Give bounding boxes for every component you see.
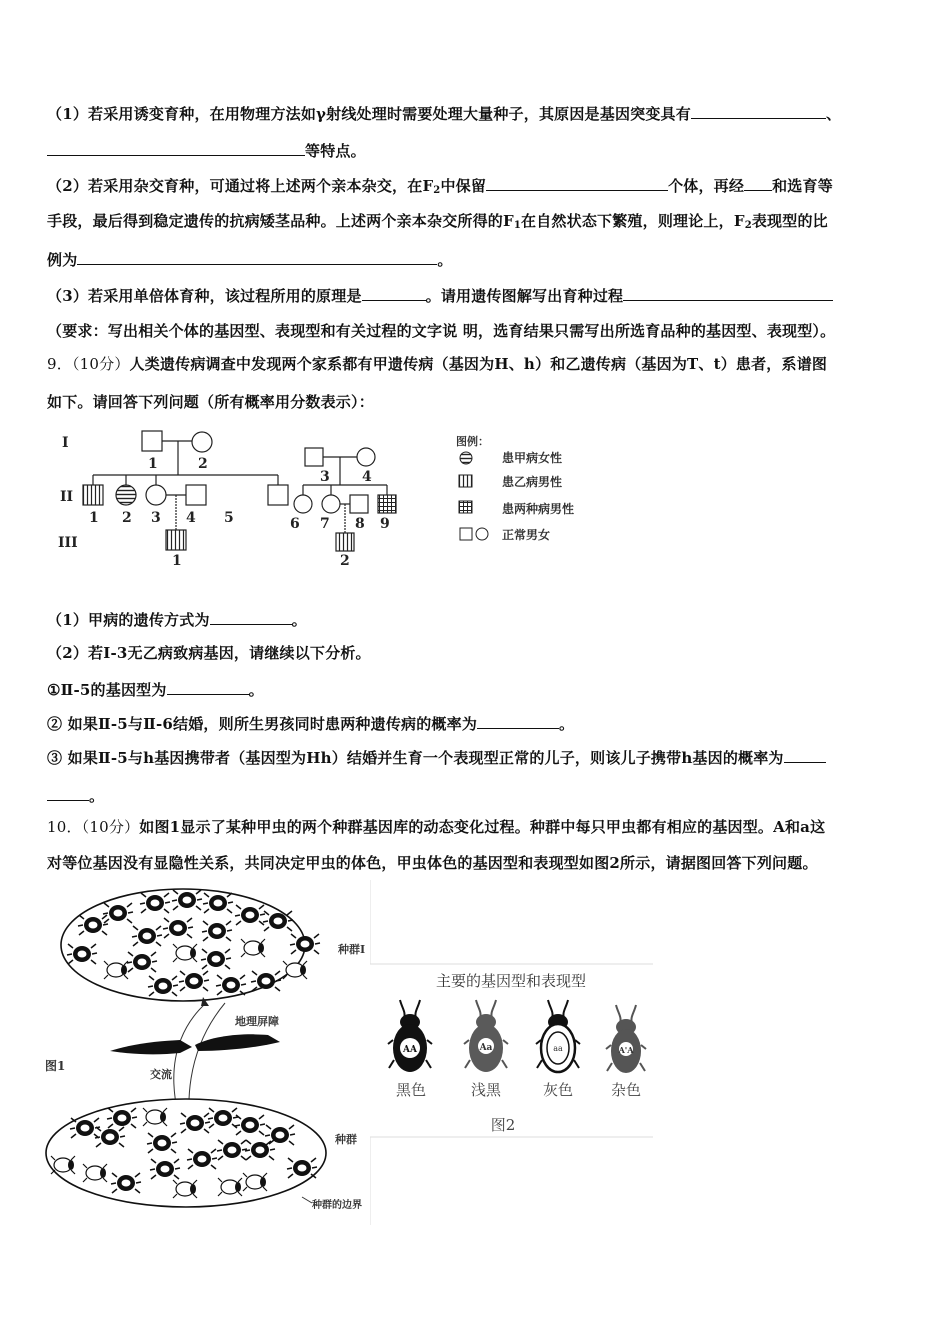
genotype-label: Aa xyxy=(479,1043,493,1053)
individual-label: 2 xyxy=(198,456,208,472)
legend-label: 正常男女 xyxy=(502,528,551,542)
q10-stem: 如图1显示了某种甲虫的两个种群基因库的动态变化过程。种群中每只甲虫都有相应的基因型。A和a这 xyxy=(139,818,826,836)
q8-part3-blank2[interactable] xyxy=(623,284,833,301)
q9-item3-text: ③ 如果Ⅱ-5与h基因携带者（基因型为Hh）结婚并生育一个表现型正常的儿子，则该儿子携带h基因的概率为 xyxy=(47,749,784,767)
q8-part2-text: 在自然状态下繁殖，则理论上，F xyxy=(521,212,745,230)
legend-striped-square-icon xyxy=(459,475,472,487)
q8-part3-blank1[interactable] xyxy=(362,284,426,301)
q9-item3-line2 xyxy=(47,784,104,806)
q9-stem: 人类遗传病调查中发现两个家系都有甲遗传病（基因为H、h）和乙遗传病（基因为T、t）患者，系谱图 xyxy=(129,355,828,373)
figure-2-genotypes xyxy=(370,880,655,1225)
figure-2-title: 主要的基因型和表现型 xyxy=(435,972,587,990)
legend-grid-square-icon xyxy=(459,501,472,513)
barrier-label: 地理屏障 xyxy=(235,1015,279,1028)
q8-part2-text: （2）若采用杂交育种，可通过将上述两个亲本杂交，在F xyxy=(47,177,434,195)
q8-part3-text: （3）若采用单倍体育种，该过程所用的原理是 xyxy=(47,287,362,305)
beetle-AA-icon xyxy=(388,1000,432,1072)
q9-item1-blank[interactable] xyxy=(167,678,249,695)
individual-label: 7 xyxy=(320,516,330,532)
individual-label: 2 xyxy=(340,553,350,569)
q8-part2-text: 和选育等 xyxy=(772,177,833,195)
q8-part3-text: 。请用遗传图解写出育种过程 xyxy=(425,287,624,305)
q9-stem: 如下。请回答下列问题（所有概率用分数表示）： xyxy=(47,393,374,411)
flow-label: 交流 xyxy=(150,1068,172,1081)
population-2-label: 种群 xyxy=(335,1133,357,1146)
generation-label: I xyxy=(62,435,69,451)
q9-sub1-blank[interactable] xyxy=(210,608,292,625)
q9-sub1-text: （1）甲病的遗传方式为 xyxy=(47,611,210,629)
phenotype-label: 黑色 xyxy=(395,1081,427,1099)
beetle-Aa-icon xyxy=(464,1000,508,1072)
individual-label: 9 xyxy=(380,516,390,532)
q8-part2-blank2[interactable] xyxy=(744,174,772,191)
genotype-label: aa xyxy=(553,1044,563,1053)
q8-part1-line1 xyxy=(47,102,841,124)
legend-label: 患乙病男性 xyxy=(502,475,563,489)
legend-square-icon xyxy=(460,528,472,540)
q9-stem-line1 xyxy=(47,354,827,374)
q8-part1-text: （1）若采用诱变育种，在用物理方法如γ射线处理时需要处理大量种子，其原因是基因突变具有 xyxy=(47,105,691,123)
figure-1-caption: 图1 xyxy=(45,1059,66,1073)
individual-label: 1 xyxy=(148,456,158,472)
individual-label: 4 xyxy=(362,469,372,485)
q9-item2 xyxy=(47,712,574,734)
figure-2-caption: 图2 xyxy=(490,1116,516,1134)
q10-stem-line2 xyxy=(47,853,818,873)
individual-label: 4 xyxy=(186,510,196,526)
subscript: 1 xyxy=(513,220,522,231)
q8-part2-blank3[interactable] xyxy=(77,248,437,265)
period: 。 xyxy=(559,715,575,733)
individual-label: 3 xyxy=(320,469,330,485)
q8-part2-text: 表现型的比 xyxy=(751,212,828,230)
q8-part2-text: 。 xyxy=(437,251,453,269)
q9-sub2 xyxy=(47,643,371,663)
pedigree-svg xyxy=(50,425,610,575)
pointer-line xyxy=(302,1197,312,1203)
q8-part2-line1 xyxy=(47,174,833,201)
subscript: 2 xyxy=(433,185,441,196)
beetle-A-prime-A-icon xyxy=(606,1005,646,1073)
geographic-barrier-left xyxy=(110,1040,192,1054)
q8-part1-blank2[interactable] xyxy=(47,139,305,156)
q8-part2-blank1[interactable] xyxy=(486,174,668,191)
figure-2-svg xyxy=(370,880,655,1225)
subscript: 2 xyxy=(744,220,752,231)
q8-part2-text: 个体，再经 xyxy=(668,177,745,195)
q8-part1-suffix: 等特点。 xyxy=(305,142,366,160)
q9-stem-line2 xyxy=(47,392,374,412)
generation-label: III xyxy=(58,535,78,551)
q9-item2-blank[interactable] xyxy=(477,712,559,729)
individual-label: 3 xyxy=(151,510,161,526)
figure-1-svg xyxy=(40,885,370,1225)
period: 。 xyxy=(291,611,307,629)
q10-stem-line1 xyxy=(47,817,825,837)
pedigree-legend xyxy=(456,434,574,542)
individual-label: 5 xyxy=(224,510,234,526)
q8-part2-line3 xyxy=(47,248,453,270)
separator: 、 xyxy=(825,105,842,123)
individual-label: 2 xyxy=(122,510,132,526)
q8-part2-text: 手段，最后得到稳定遗传的抗病矮茎品种。上述两个亲本杂交所得的F xyxy=(47,212,514,230)
q9-item3-blank1[interactable] xyxy=(784,746,826,763)
q8-part3-requirement xyxy=(47,321,835,341)
q8-part1-line2 xyxy=(47,139,366,161)
legend-title: 图例： xyxy=(456,435,489,448)
beetle-aa-icon xyxy=(536,1000,580,1072)
q9-item1 xyxy=(47,678,264,700)
period: 。 xyxy=(89,787,105,805)
legend-label: 患甲病女性 xyxy=(502,451,563,465)
phenotype-label: 浅黑 xyxy=(470,1081,502,1099)
period: 。 xyxy=(248,681,264,699)
phenotype-label: 杂色 xyxy=(610,1081,642,1099)
geographic-barrier-right xyxy=(195,1034,280,1051)
genotype-label: AA xyxy=(403,1045,417,1055)
q9-item1-text: ①Ⅱ-5的基因型为 xyxy=(47,681,167,699)
q10-stem: 对等位基因没有显隐性关系，共同决定甲虫的体色，甲虫体色的基因型和表现型如图2所示，请据图回答下列问题。 xyxy=(47,854,818,872)
generation-label: II xyxy=(60,489,74,505)
figure-1-populations xyxy=(40,885,370,1225)
legend-label: 患两种病男性 xyxy=(502,502,575,516)
individual-label: 1 xyxy=(172,553,182,569)
q8-part2-line2 xyxy=(47,211,828,236)
q8-part3-line1 xyxy=(47,284,833,306)
question-number: 10．（10分） xyxy=(47,818,140,836)
q8-part2-text: 中保留 xyxy=(440,177,487,195)
q9-sub1 xyxy=(47,608,307,630)
pedigree-chart xyxy=(50,425,610,575)
individual-label: 1 xyxy=(89,510,99,526)
q9-sub2-text: （2）若I-3无乙病致病基因，请继续以下分析。 xyxy=(47,644,371,662)
boundary-label: 种群的边界 xyxy=(312,1200,362,1211)
population-1-label: 种群Ⅰ xyxy=(338,943,366,956)
q8-part2-text: 例为 xyxy=(47,251,78,269)
question-number: 9．（10分） xyxy=(47,355,130,373)
genotype-label: A'A xyxy=(618,1045,634,1055)
phenotype-label: 灰色 xyxy=(542,1081,574,1099)
legend-striped-circle-icon xyxy=(460,452,472,464)
q9-item3-blank2[interactable] xyxy=(47,784,89,801)
individual-label: 8 xyxy=(355,516,365,532)
requirement-text: （要求：写出相关个体的基因型、表现型和有关过程的文字说 明，选育结果只需写出所选育品种的基因型、表现型）。 xyxy=(47,322,836,340)
q9-item2-text: ② 如果Ⅱ-5与Ⅱ-6结婚，则所生男孩同时患两种遗传病的概率为 xyxy=(47,715,478,733)
legend-circle-icon xyxy=(476,528,488,540)
individual-label: 6 xyxy=(290,516,300,532)
q9-item3 xyxy=(47,746,826,768)
q8-part1-blank1[interactable] xyxy=(691,102,826,119)
